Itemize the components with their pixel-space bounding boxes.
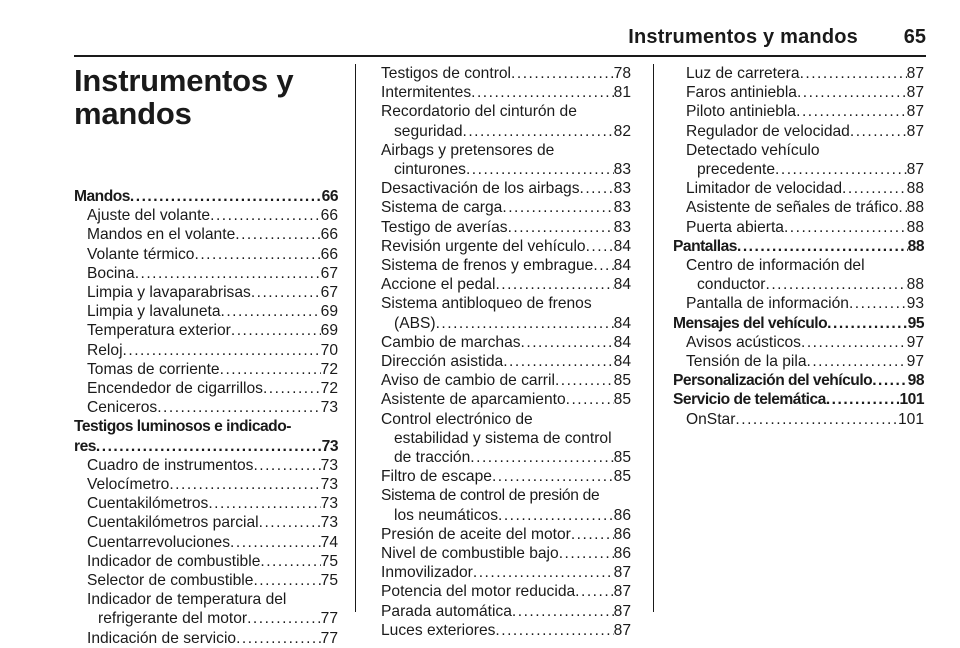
toc-entry[interactable]: Limitador de velocidad ..... 88	[673, 179, 924, 198]
toc-entry[interactable]: Temperatura exterior ..... 69	[74, 321, 338, 340]
toc-entry-line1[interactable]: Centro de información del	[686, 257, 865, 275]
toc-entry[interactable]: Puerta abierta ..... 88	[673, 218, 924, 237]
toc-entry[interactable]: Regulador de velocidad ..... 87	[673, 122, 924, 141]
toc-entry[interactable]: Inmovilizador ..... 87	[381, 563, 631, 582]
toc-entry[interactable]: Potencia del motor reducida ..... 87	[381, 582, 631, 601]
toc-entry[interactable]: seguridad ..... 82	[381, 122, 631, 141]
toc-entry[interactable]: Nivel de combustible bajo ..... 86	[381, 544, 631, 563]
toc-entry-line1[interactable]: Airbags y pretensores de	[381, 141, 555, 159]
toc-entry[interactable]: Presión de aceite del motor ..... 86	[381, 525, 631, 544]
toc-entry[interactable]: Indicación de servicio ..... 77	[74, 629, 338, 648]
toc-column-3	[673, 64, 924, 429]
toc-entry[interactable]: OnStar ..... 101	[673, 410, 924, 429]
chapter-title-line1: Instrumentos y	[74, 63, 294, 98]
toc-entry[interactable]: precedente ..... 87	[673, 160, 924, 179]
toc-entry-line1[interactable]: Recordatorio del cinturón de	[381, 103, 577, 121]
page-number: 65	[903, 26, 926, 48]
toc-entry[interactable]: Revisión urgente del vehículo ..... 84	[381, 237, 631, 256]
toc-section-testigos[interactable]: res ..... 73	[74, 437, 338, 456]
column-divider-1	[355, 64, 356, 612]
toc-section-mandos[interactable]: Mandos ..... 66	[74, 187, 338, 206]
toc-entry[interactable]: Desactivación de los airbags ..... 83	[381, 179, 631, 198]
toc-entry[interactable]: Encendedor de cigarrillos ..... 72	[74, 379, 338, 398]
toc-entry[interactable]: Asistente de señales de tráfico ..... 88	[673, 198, 924, 217]
toc-entry-line1[interactable]: Sistema de control de presión de	[381, 487, 600, 505]
toc-entry[interactable]: Aviso de cambio de carril ..... 85	[381, 371, 631, 390]
running-header-title: Instrumentos y mandos	[628, 26, 858, 48]
toc-column-2	[381, 64, 631, 640]
toc-entry[interactable]: Pantalla de información ..... 93	[673, 294, 924, 313]
toc-entry-line1[interactable]: Indicador de temperatura del	[87, 591, 287, 609]
toc-entry[interactable]: Selector de combustible ..... 75	[74, 571, 338, 590]
toc-entry[interactable]: Luces exteriores ..... 87	[381, 621, 631, 640]
toc-entry[interactable]: Tensión de la pila ..... 97	[673, 352, 924, 371]
toc-entry[interactable]: Ajuste del volante ..... 66	[74, 206, 338, 225]
toc-entry[interactable]: Sistema de frenos y embrague ..... 84	[381, 256, 631, 275]
toc-entry[interactable]: Volante térmico ..... 66	[74, 245, 338, 264]
toc-section-mensajes[interactable]: Mensajes del vehículo ..... 95	[673, 314, 924, 333]
toc-entry[interactable]: Cuadro de instrumentos ..... 73	[74, 456, 338, 475]
toc-section-pantallas[interactable]: Pantallas ..... 88	[673, 237, 924, 256]
toc-entry[interactable]: cinturones ..... 83	[381, 160, 631, 179]
toc-entry[interactable]: Asistente de aparcamiento ..... 85	[381, 390, 631, 409]
toc-entry[interactable]: Sistema de carga ..... 83	[381, 198, 631, 217]
chapter-title-line2: mandos	[74, 96, 192, 131]
toc-entry-line1[interactable]: Detectado vehículo	[686, 141, 820, 159]
toc-entry[interactable]: Parada automática ..... 87	[381, 602, 631, 621]
toc-entry[interactable]: conductor ..... 88	[673, 275, 924, 294]
toc-entry[interactable]: Filtro de escape ..... 85	[381, 467, 631, 486]
toc-entry[interactable]: (ABS) ..... 84	[381, 314, 631, 333]
toc-entry[interactable]: Cuentakilómetros ..... 73	[74, 494, 338, 513]
toc-entry[interactable]: Ceniceros ..... 73	[74, 398, 338, 417]
toc-section-telematica[interactable]: Servicio de telemática ..... 101	[673, 390, 924, 409]
chapter-title	[74, 64, 338, 130]
toc-entry[interactable]: Testigo de averías ..... 83	[381, 218, 631, 237]
toc-entry[interactable]: Piloto antiniebla ..... 87	[673, 102, 924, 121]
toc-entry[interactable]: Luz de carretera ..... 87	[673, 64, 924, 83]
toc-column-1	[74, 64, 338, 648]
toc-entry[interactable]: Dirección asistida ..... 84	[381, 352, 631, 371]
toc-entry-line2[interactable]: estabilidad y sistema de control	[394, 429, 612, 447]
toc-entry[interactable]: Mandos en el volante ..... 66	[74, 225, 338, 244]
column-divider-2	[653, 64, 654, 612]
toc-entry[interactable]: Limpia y lavaparabrisas ..... 67	[74, 283, 338, 302]
toc-entry[interactable]: Accione el pedal ..... 84	[381, 275, 631, 294]
toc-entry[interactable]: Limpia y lavaluneta ..... 69	[74, 302, 338, 321]
header-rule	[74, 55, 926, 57]
toc-entry[interactable]: Cuentakilómetros parcial ..... 73	[74, 513, 338, 532]
toc-entry[interactable]: de tracción ..... 85	[381, 448, 631, 467]
toc-entry[interactable]: Intermitentes ..... 81	[381, 83, 631, 102]
toc-entry[interactable]: Tomas de corriente ..... 72	[74, 360, 338, 379]
toc-entry[interactable]: Cambio de marchas ..... 84	[381, 333, 631, 352]
toc-entry[interactable]: los neumáticos ..... 86	[381, 506, 631, 525]
toc-entry-line1[interactable]: Sistema antibloqueo de frenos	[381, 295, 592, 313]
toc-entry-line1[interactable]: Control electrónico de	[381, 410, 533, 428]
toc-entry[interactable]: Faros antiniebla ..... 87	[673, 83, 924, 102]
toc-section-personalizacion[interactable]: Personalización del vehículo ..... 98	[673, 371, 924, 390]
toc-entry[interactable]: Reloj ..... 70	[74, 341, 338, 360]
running-header	[74, 26, 926, 54]
toc-entry[interactable]: refrigerante del motor ..... 77	[74, 609, 338, 628]
toc-entry[interactable]: Avisos acústicos ..... 97	[673, 333, 924, 352]
toc-entry[interactable]: Cuentarrevoluciones ..... 74	[74, 533, 338, 552]
toc-entry[interactable]: Indicador de combustible ..... 75	[74, 552, 338, 571]
toc-entry[interactable]: Velocímetro ..... 73	[74, 475, 338, 494]
toc-section-testigos-line1[interactable]: Testigos luminosos e indicado-	[74, 418, 291, 436]
toc-entry[interactable]: Testigos de control ..... 78	[381, 64, 631, 83]
toc-entry[interactable]: Bocina ..... 67	[74, 264, 338, 283]
